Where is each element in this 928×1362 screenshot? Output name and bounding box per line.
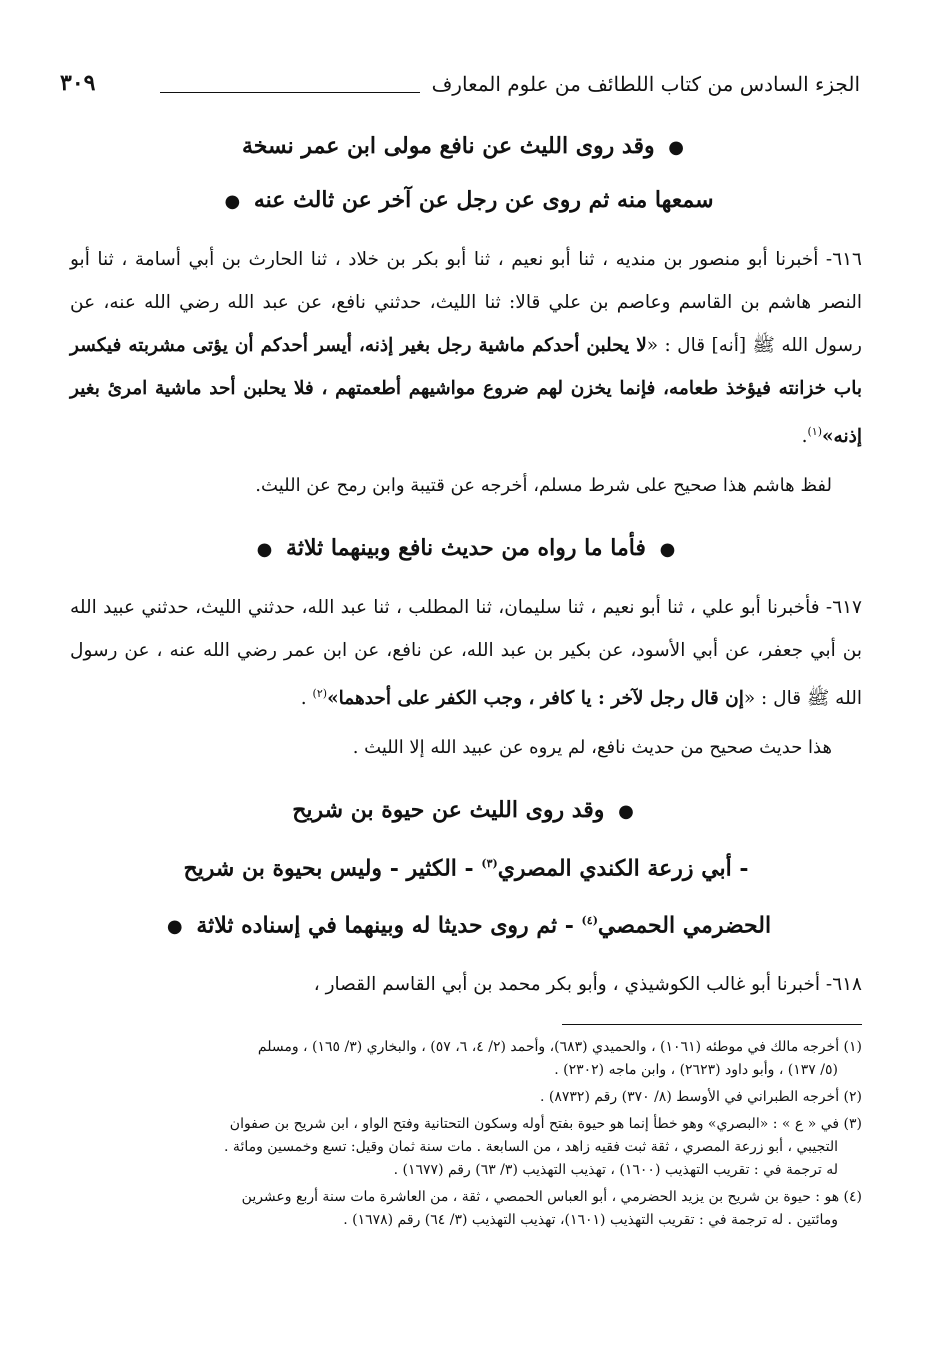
- bullet-icon: ●: [224, 191, 241, 212]
- footnote-line: (٥/ ١٣٧) ، وأبو داود (٢٦٢٣) ، وابن ماجه (٢٣٠٢) .: [554, 1062, 838, 1078]
- footnote-separator: [562, 1024, 862, 1025]
- commentary-617: هذا حديث صحيح من حديث نافع، لم يروه عن عبيد الله إلا الليث .: [352, 737, 832, 759]
- bullet-icon: ●: [166, 915, 183, 937]
- hadith-618-start: ٦١٨- أخبرنا أبو غالب الكوشيذي ، وأبو بكر محمد بن أبي القاسم القصار ،: [313, 973, 862, 995]
- header-rule: [160, 92, 420, 93]
- heading-text: وقد روى الليث عن نافع مولى ابن عمر نسخة: [242, 133, 655, 159]
- heading-text: - أبي زرعة الكندي المصري: [497, 855, 749, 882]
- footnote-1: [70, 1036, 862, 1082]
- heading-text: وقد روى الليث عن حيوة بن شريح: [292, 797, 605, 824]
- main-text: [70, 120, 862, 1006]
- footnote-line: له ترجمة في : تقريب التهذيب (١٦٠٠) ، تهذيب التهذيب (٣/ ٦٣) رقم (١٦٧٧) .: [393, 1162, 838, 1178]
- heading-text: سمعها منه ثم روى عن رجل عن آخر عن ثالث عنه: [253, 187, 714, 213]
- heading-text: - ثم روى حديثا له وبينهما في إسناده ثلاثة: [196, 911, 582, 938]
- footnote-ref: (٢): [312, 687, 328, 701]
- page-header: [60, 66, 860, 106]
- section-heading-2: [70, 522, 862, 576]
- section-heading-1-line-2: [70, 174, 862, 228]
- section-heading-3-line-2: [70, 838, 862, 894]
- period: .: [300, 688, 313, 710]
- page-number: ٣٠٩: [60, 70, 96, 96]
- matn-text: لا يحلبن أحدكم ماشية رجل بغير إذنه، أيسر أحدكم أن يؤتى مشربته فيكسر باب خزانته فيؤخذ طعامه، فإنما يخزن لهم ضروع مواشيهم أطعمتهم ، فلا يحلبن أحد ماشية امرئ بغير إذنه: [70, 335, 862, 448]
- footnote-line: ومائتين . له ترجمة في : تقريب التهذيب (١٦٠١)، تهذيب التهذيب (٣/ ٦٤) رقم (١٦٧٨) .: [343, 1212, 838, 1228]
- quote-close: »: [327, 688, 339, 710]
- heading-text: الحضرمي الحمصي: [597, 911, 772, 938]
- bullet-icon: ●: [618, 801, 634, 823]
- section-heading-1-line-1: [70, 120, 862, 174]
- hadith-617: [70, 586, 862, 720]
- bullet-icon: ●: [659, 539, 676, 561]
- footnote-ref: (٣): [481, 857, 498, 871]
- bullet-icon: ●: [668, 137, 684, 158]
- footnote-line: (٤) هو : حيوة بن شريح بن يزيد الحضرمي ، أبو العباس الحمصي ، ثقة ، من العاشرة مات سنة أربع وعشرين: [241, 1189, 862, 1205]
- footnote-ref: (١): [807, 425, 822, 438]
- commentary-616: لفظ هاشم هذا صحيح على شرط مسلم، أخرجه عن قتيبة وابن رمح عن الليث.: [255, 475, 832, 497]
- footnote-line: (١) أخرجه مالك في موطئه (١٠٦١) ، والحميدي (٦٨٣)، وأحمد (٢/ ٤، ٦، ٥٧) ، والبخاري (٣/ ١٦٥) ، ومسلم: [257, 1039, 862, 1055]
- running-title: الجزء السادس من كتاب اللطائف من علوم المعارف: [431, 72, 860, 96]
- heading-text: - الكثير - وليس بحيوة بن شريح: [183, 855, 482, 882]
- heading-text: فأما ما رواه من حديث نافع وبينهما ثلاثة: [286, 535, 646, 562]
- quote-close: »: [821, 426, 834, 448]
- footnote-3: [70, 1113, 862, 1182]
- footnote-2: [70, 1086, 862, 1109]
- footnote-line: (٢) أخرجه الطبراني في الأوسط (٨/ ٣٧٠) رقم (٨٧٣٢) .: [540, 1089, 862, 1105]
- footnote-line: التجيبي ، أبو زرعة المصري ، ثقة ثبت فقيه زاهد ، من السابعة . مات سنة ثمان وقيل: تسع وخمسين ومائة .: [224, 1139, 838, 1155]
- period: .: [801, 426, 808, 448]
- footnote-line: (٣) في « ع » : «البصري» وهو خطأ إنما هو حيوة بفتح أوله وسكون التحتانية وفتح الواو ، ابن شريح بن صفوان: [229, 1116, 862, 1132]
- footnote-ref: (٤): [581, 913, 598, 927]
- footnote-4: [70, 1186, 862, 1232]
- bullet-icon: ●: [256, 539, 273, 561]
- isnad-text: ٦١٧- فأخبرنا أبو علي ، ثنا أبو نعيم ، ثنا سليمان، ثنا المطلب ، ثنا عبد الله، حدثني الليث، حدثني عبيد الله بن أبي جعفر، عن أبي الأسود، عن بكير بن عبد الله، عن نافع، عن ابن عمر رضي الله عنه ، عن رسول الله ﷺ قال : «: [70, 597, 862, 710]
- matn-text: إن قال رجل لآخر : يا كافر ، وجب الكفر على أحدهما: [338, 688, 744, 710]
- section-heading-3-line-3: [70, 895, 862, 953]
- section-heading-3-line-1: [70, 784, 862, 838]
- footnotes: [70, 1036, 862, 1236]
- hadith-616: [70, 238, 862, 458]
- isnad-text: ٦١٦- أخبرنا أبو منصور بن منديه ، ثنا أبو نعيم ، ثنا أبو بكر بن خلاد ، ثنا الحارث بن أبي أسامة ، ثنا أبو النصر هاشم بن القاسم وعاصم بن علي قالا: ثنا الليث، حدثني نافع، عن عبد الله رضي الله عنه، عن رسول الله ﷺ [أنه] قال : «: [70, 249, 862, 356]
